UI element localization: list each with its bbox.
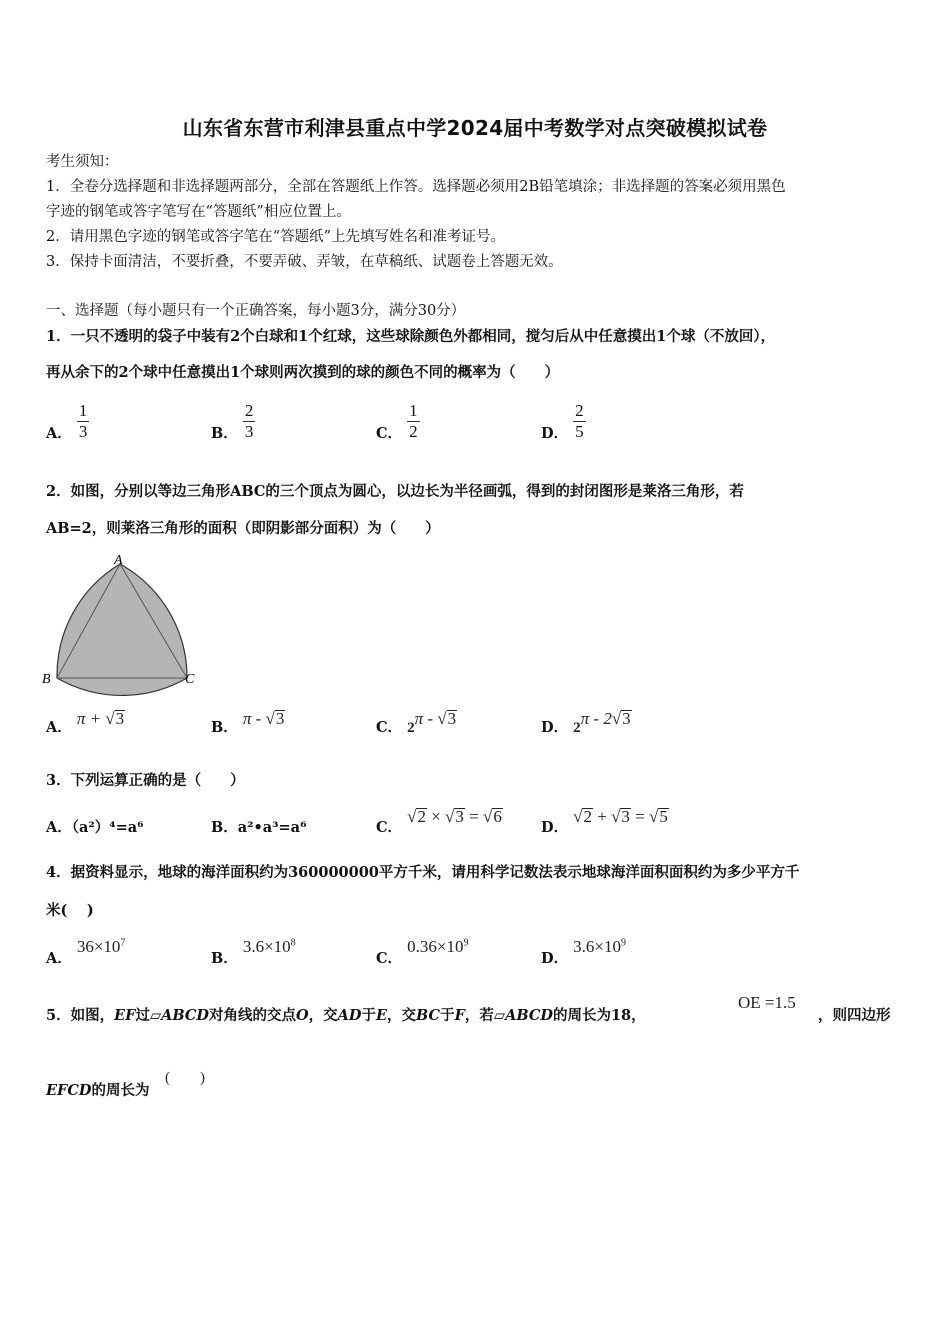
fraction: $\frac{2}{5}$ xyxy=(575,401,584,441)
q1-option-a[interactable]: A． $\frac{1}{3}$ xyxy=(46,401,88,442)
page-title: 山东省东营市利津县重点中学2024届中考数学对点突破模拟试卷 xyxy=(182,116,768,140)
q1-option-d[interactable]: D． $\frac{2}{5}$ xyxy=(541,401,584,442)
q3-option-d[interactable]: D． √2 + √3 = √5 xyxy=(541,807,668,836)
q5-line1-end: ，则四边形 xyxy=(818,1007,891,1024)
vertex-b-label: B xyxy=(42,672,51,687)
notice-heading: 考生须知： xyxy=(46,154,119,170)
vertex-c-label: C xyxy=(185,672,195,687)
q3-option-b[interactable]: B．a²•a³=a⁶ xyxy=(211,819,307,836)
fraction: $\frac{1}{2}$ xyxy=(409,401,418,441)
notice-item-3: 3．保持卡面清洁，不要折叠，不要弄破、弄皱，在草稿纸、试题卷上答题无效。 xyxy=(46,254,563,270)
q4-option-d[interactable]: D． $3.6\times 10^9$ xyxy=(541,937,626,967)
q1-option-b[interactable]: B． $\frac{2}{3}$ xyxy=(211,401,254,442)
reuleaux-shape xyxy=(57,564,187,695)
q5-answer-paren: ( ) xyxy=(165,1070,205,1086)
q3-line: 3．下列运算正确的是（ ） xyxy=(46,772,245,789)
notice-item-1a: 1．全卷分选择题和非选择题两部分，全部在答题纸上作答。选择题必须用2B铅笔填涂；非选择题的答案必须用黑色 xyxy=(46,179,786,195)
vertex-a-label: A xyxy=(114,553,123,568)
q5-line1: 5．如图，EF过▱ABCD对角线的交点O，交AD于E，交BC于F，若▱ABCD的周长为18， xyxy=(46,1007,646,1024)
section-heading: 一、选择题（每小题只有一个正确答案，每小题3分，满分30分） xyxy=(46,303,466,319)
q2-line1: 2．如图，分别以等边三角形ABC的三个顶点为圆心，以边长为半径画弧，得到的封闭图形是莱洛三角形，若 xyxy=(46,483,744,500)
q1-option-c[interactable]: C． $\frac{1}{2}$ xyxy=(376,401,418,442)
q2-option-c[interactable]: C． 2π - √3 xyxy=(376,709,457,736)
q1-line1: 1．一只不透明的袋子中装有2个白球和1个红球，这些球除颜色外都相同，搅匀后从中任意摸出1个球（不放回）， xyxy=(46,328,776,345)
fraction: $\frac{1}{3}$ xyxy=(78,401,88,441)
q2-line2: AB=2，则莱洛三角形的面积（即阴影部分面积）为（ ） xyxy=(46,520,440,537)
notice-item-2: 2．请用黑色字迹的钢笔或答字笔在“答题纸”上先填写姓名和准考证号。 xyxy=(46,229,506,245)
q2-option-a[interactable]: A． π + √3 xyxy=(46,709,125,736)
q2-option-b[interactable]: B． π - √3 xyxy=(211,709,285,736)
q4-option-b[interactable]: B． $3.6\times 10^8$ xyxy=(211,937,296,967)
q2-option-d[interactable]: D． 2π - 2√3 xyxy=(541,709,631,736)
q4-line2: 米( ) xyxy=(46,902,94,919)
reuleaux-triangle-figure xyxy=(40,550,210,700)
q3-option-c[interactable]: C． √2 × √3 = √6 xyxy=(376,807,502,836)
q4-option-c[interactable]: C． $0.36\times 10^9$ xyxy=(376,937,469,967)
q4-line1: 4．据资料显示，地球的海洋面积约为360000000平方千米，请用科学记数法表示地球海洋面积面积约为多少平方千 xyxy=(46,864,800,881)
q1-line2: 再从余下的2个球中任意摸出1个球则两次摸到的球的颜色不同的概率为（ ） xyxy=(46,364,560,381)
notice-item-1b: 字迹的钢笔或答字笔写在“答题纸”相应位置上。 xyxy=(46,204,351,220)
q5-oe-expression: OE =1.5 xyxy=(738,993,796,1012)
fraction: $\frac{2}{3}$ xyxy=(244,401,254,441)
q5-line2: EFCD的周长为 xyxy=(46,1082,150,1099)
q4-option-a[interactable]: A． $36\times 10^7$ xyxy=(46,937,126,967)
q3-option-a[interactable]: A．（a²）⁴=a⁶ xyxy=(46,819,144,836)
